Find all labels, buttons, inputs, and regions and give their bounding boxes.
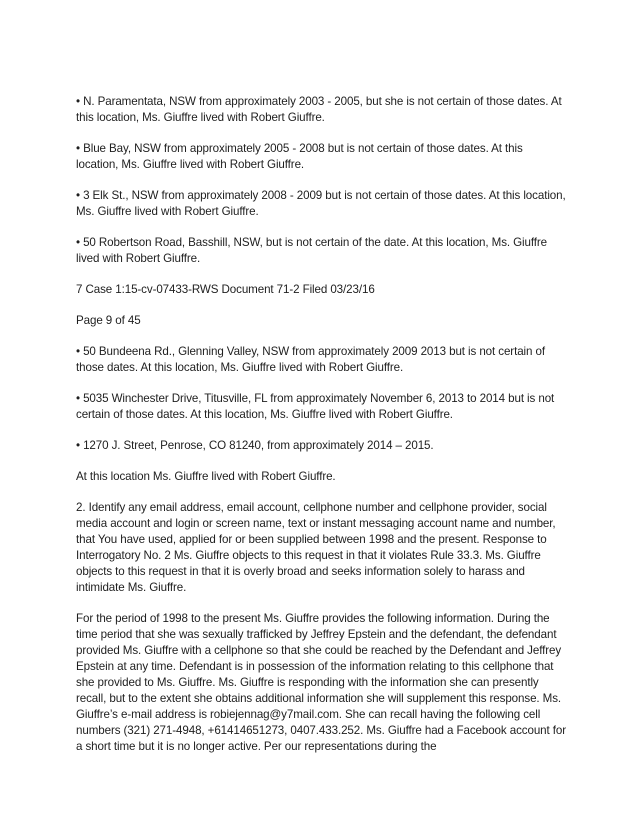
address-item-winchester-drive: • 5035 Winchester Drive, Titusville, FL from approximately November 6, 2013 to 2014 but is not certain of those dates. At this location, Ms. Giuffre lived with Robert Giuffre. (76, 392, 555, 421)
address-item-elk-st: • 3 Elk St., NSW from approximately 2008 - 2009 but is not certain of those dates. At this location, Ms. Giuffre lived with Robert Giuffre. (76, 189, 566, 218)
address-item-bundeena-rd: • 50 Bundeena Rd., Glenning Valley, NSW from approximately 2009 2013 but is not certain of those dates. At this location, Ms. Giuffre lived with Robert Giuffre. (76, 345, 545, 374)
address-item-blue-bay: • Blue Bay, NSW from approximately 2005 - 2008 but is not certain of those dates. At this location, Ms. Giuffre lived with Robert Giuffre. (76, 142, 523, 171)
address-item-penrose: • 1270 J. Street, Penrose, CO 81240, from approximately 2014 – 2015. (76, 439, 434, 452)
document-body (76, 94, 566, 770)
page-number: Page 9 of 45 (76, 314, 141, 327)
interrogatory-2: 2. Identify any email address, email account, cellphone number and cellphone provider, social media account and login or screen name, text or instant messaging account name and number, that You have used, applied for or been supplied between 1998 and the present. Response to Interrogatory No. 2 Ms. Giuffre objects to this request in that it violates Rule 33.3. Ms. Giuffre objects to this request in that it is overly broad and seeks information solely to harass and intimidate Ms. Giuffre. (76, 501, 556, 594)
response-paragraph: For the period of 1998 to the present Ms. Giuffre provides the following information. During the time period that she was sexually trafficked by Jeffrey Epstein and the defendant, the defendant provided Ms. Giuffre with a cellphone so that she could be reached by the Defendant and Jeffrey Epstein at any time. Defendant is in possession of the information relating to this cellphone that she provided to Ms. Giuffre. Ms. Giuffre is responding with the information she can presently recall, but to the extent she obtains additional information she will supplement this response. Ms. Giuffre’s e-mail address is robiejennag@y7mail.com. She can recall having the following cell numbers (321) 271-4948, +61414651273, 0407.433.252. Ms. Giuffre had a Facebook account for a short time but it is no longer active. Per our representations during the (76, 612, 566, 753)
location-note: At this location Ms. Giuffre lived with Robert Giuffre. (76, 470, 336, 483)
address-item-paramentata: • N. Paramentata, NSW from approximately 2003 - 2005, but she is not certain of those dates. At this location, Ms. Giuffre lived with Robert Giuffre. (76, 95, 562, 124)
address-item-robertson-road: • 50 Robertson Road, Basshill, NSW, but is not certain of the date. At this location, Ms. Giuffre lived with Robert Giuffre. (76, 236, 548, 265)
case-header-line: 7 Case 1:15-cv-07433-RWS Document 71-2 Filed 03/23/16 (76, 283, 375, 296)
